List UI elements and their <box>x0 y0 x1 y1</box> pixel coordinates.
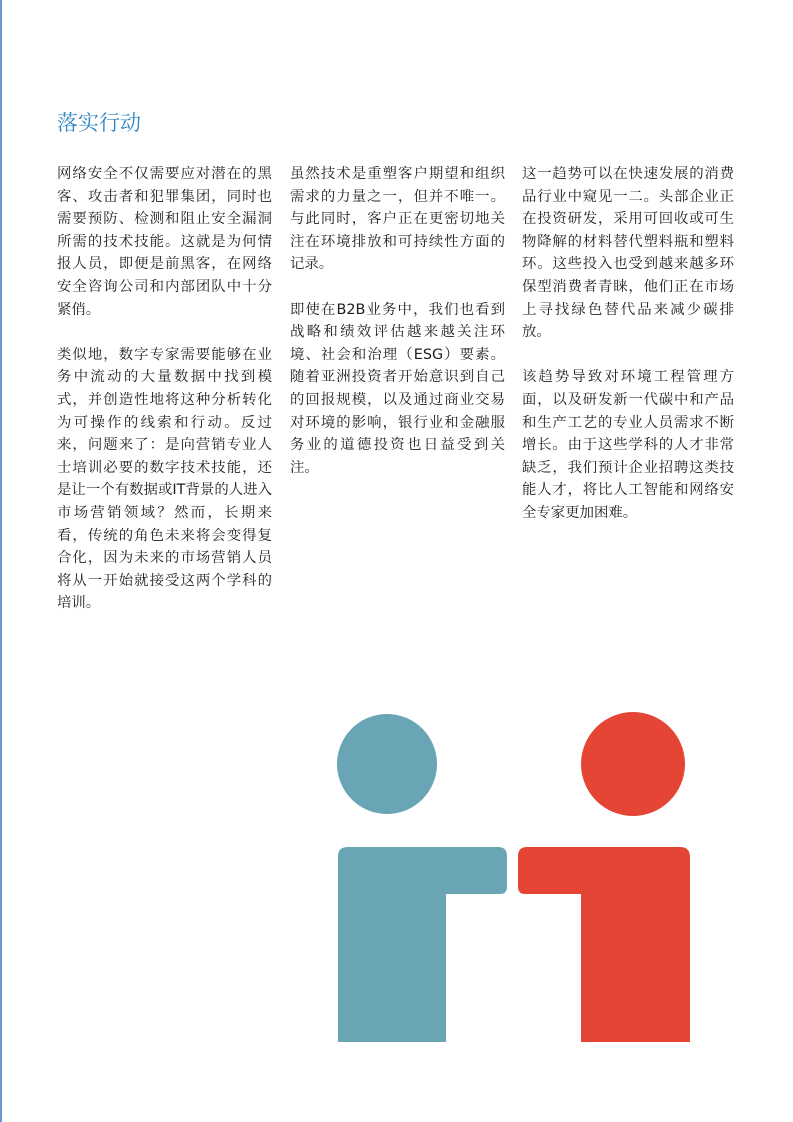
blue-person-figure <box>337 714 507 1042</box>
red-person-figure <box>518 712 690 1042</box>
paragraph: 该趋势导致对环境工程管理方面，以及研发新一代碳中和产品和生产工艺的专业人员需求不断增长。由于这些学科的人才非常缺乏，我们预计企业招聘这类技能人才，将比人工智能和网络安全专家更加困难。 <box>522 369 734 521</box>
paragraph: 类似地，数字专家需要能够在业务中流动的大量数据中找到模式，并创造性地将这种分析转化为可操作的线索和行动。反过来，问题来了：是向营销专业人士培训必要的数字技术技能，还是让一个有数据或IT背景的人进入市场营销领域？然而，长期来看，传统的角色未来将会变得复合化，因为未来的市场营销人员将从一开始就接受这两个学科的培训。 <box>57 346 272 612</box>
red-person-body <box>518 847 690 1042</box>
page-left-rule <box>0 0 2 1122</box>
paragraph: 即使在B2B业务中，我们也看到战略和绩效评估越来越关注环境、社会和治理（ESG）要素。随着亚洲投资者开始意识到自己的回报规模，以及通过商业交易对环境的影响，银行业和金融服务业的道德投资也日益受到关注。 <box>290 301 505 476</box>
paragraph: 网络安全不仅需要应对潜在的黑客、攻击者和犯罪集团，同时也需要预防、检测和阻止安全漏洞所需的技术技能。这就是为何情报人员，即便是前黑客，在网络安全咨询公司和内部团队中十分紧俏。 <box>57 166 272 318</box>
blue-person-head <box>337 714 437 814</box>
red-person-head <box>581 712 685 816</box>
blue-person-body <box>338 847 507 1042</box>
paragraph: 这一趋势可以在快速发展的消费品行业中窥见一二。头部企业正在投资研发，采用可回收或可生物降解的材料替代塑料瓶和塑料环。这些投入也受到越来越多环保型消费者青睐，他们正在市场上寻找绿色替代品来减少碳排放。 <box>522 166 734 341</box>
paragraph: 虽然技术是重塑客户期望和组织需求的力量之一，但并不唯一。与此同时，客户正在更密切地关注在环境排放和可持续性方面的记录。 <box>290 166 505 273</box>
text-column-2 <box>290 163 505 502</box>
section-title: 落实行动 <box>57 111 141 135</box>
two-people-illustration <box>330 712 700 1047</box>
text-column-1 <box>57 163 272 637</box>
text-column-3 <box>522 163 734 547</box>
